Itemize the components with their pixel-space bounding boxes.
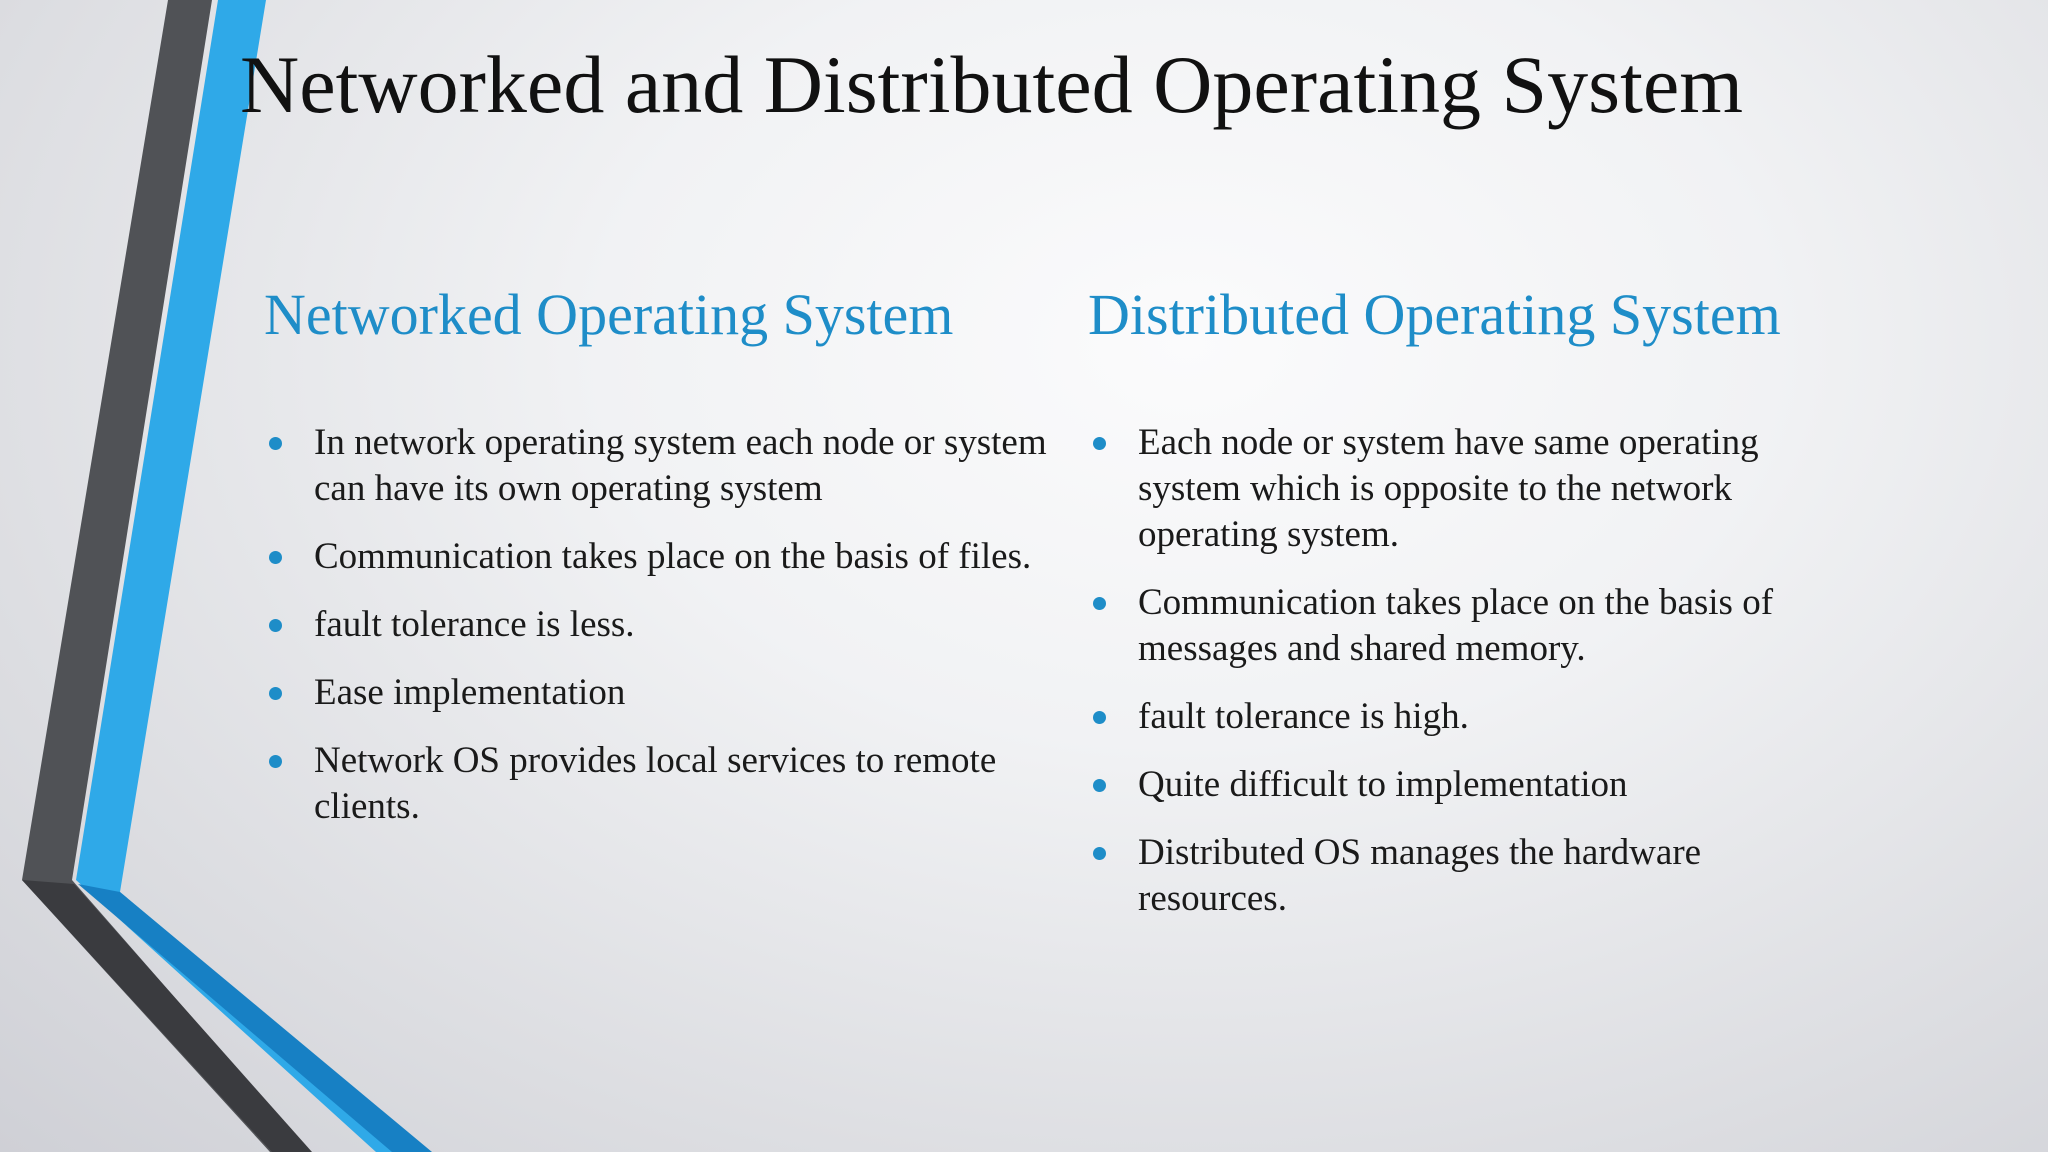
bullet-icon bbox=[269, 619, 282, 632]
list-item-text: Ease implementation bbox=[314, 672, 626, 713]
bullet-icon bbox=[1093, 847, 1106, 860]
list-item-text: Each node or system have same operating system which is opposite to the network operating system. bbox=[1138, 422, 1759, 555]
bullet-icon bbox=[269, 437, 282, 450]
distributed-os-bullet-list bbox=[1088, 420, 1858, 944]
networked-os-heading: Networked Operating System bbox=[264, 282, 954, 347]
list-item bbox=[264, 602, 1054, 648]
list-item bbox=[264, 738, 1054, 830]
list-item bbox=[1088, 694, 1858, 740]
slide-title: Networked and Distributed Operating System bbox=[240, 39, 1744, 130]
list-item-text: Communication takes place on the basis of files. bbox=[314, 536, 1032, 577]
list-item-text: fault tolerance is less. bbox=[314, 604, 635, 645]
bullet-icon bbox=[1093, 711, 1106, 724]
list-item-text: Network OS provides local services to remote clients. bbox=[314, 740, 997, 827]
bullet-icon bbox=[269, 755, 282, 768]
list-item bbox=[1088, 830, 1858, 922]
bullet-icon bbox=[269, 551, 282, 564]
bullet-icon bbox=[269, 687, 282, 700]
list-item-text: Distributed OS manages the hardware resources. bbox=[1138, 832, 1702, 919]
bullet-icon bbox=[1093, 779, 1106, 792]
list-item-text: In network operating system each node or system can have its own operating system bbox=[314, 422, 1047, 509]
list-item bbox=[1088, 580, 1858, 672]
bullet-icon bbox=[1093, 597, 1106, 610]
distributed-os-column bbox=[1088, 275, 1848, 919]
networked-os-column bbox=[264, 275, 1047, 827]
distributed-os-heading: Distributed Operating System bbox=[1088, 282, 1781, 347]
bullet-icon bbox=[1093, 437, 1106, 450]
list-item bbox=[1088, 762, 1858, 808]
list-item bbox=[264, 534, 1054, 580]
list-item bbox=[264, 420, 1054, 512]
list-item-text: fault tolerance is high. bbox=[1138, 696, 1469, 737]
list-item bbox=[264, 670, 1054, 716]
list-item bbox=[1088, 420, 1858, 558]
list-item-text: Quite difficult to implementation bbox=[1138, 764, 1628, 805]
list-item-text: Communication takes place on the basis of messages and shared memory. bbox=[1138, 582, 1774, 669]
networked-os-bullet-list bbox=[264, 420, 1054, 852]
